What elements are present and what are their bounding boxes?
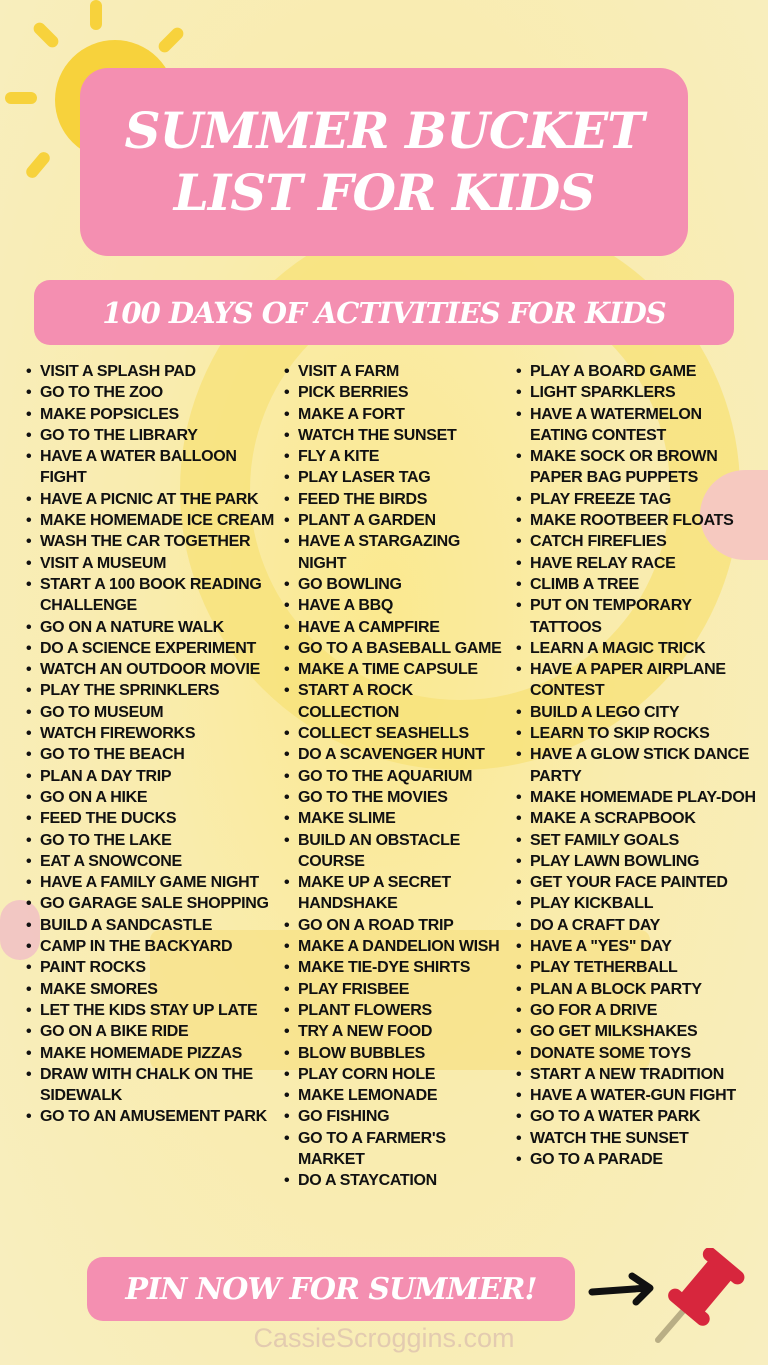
list-item: • START A 100 BOOK READING CHALLENGE (26, 574, 276, 617)
arrow-right-icon (588, 1268, 658, 1308)
sun-ray (156, 25, 186, 55)
list-item: • PLAY THE SPRINKLERS (26, 680, 276, 701)
list-item: • MAKE POPSICLES (26, 404, 276, 425)
list-item: • FEED THE DUCKS (26, 808, 276, 829)
list-item: • DO A CRAFT DAY (516, 915, 756, 936)
sun-ray (31, 20, 61, 50)
list-item: • PLANT FLOWERS (284, 1000, 506, 1021)
list-item: • GO GET MILKSHAKES (516, 1021, 756, 1042)
list-item: • MAKE HOMEMADE PIZZAS (26, 1043, 276, 1064)
list-item: • MAKE SMORES (26, 979, 276, 1000)
list-item: • WATCH FIREWORKS (26, 723, 276, 744)
list-item: • FEED THE BIRDS (284, 489, 506, 510)
list-item: • COLLECT SEASHELLS (284, 723, 506, 744)
list-item: • DRAW WITH CHALK ON THE SIDEWALK (26, 1064, 276, 1107)
activity-list-column-2 (284, 361, 506, 1192)
list-item: • HAVE A PAPER AIRPLANE CONTEST (516, 659, 756, 702)
list-item: • EAT A SNOWCONE (26, 851, 276, 872)
list-item: • LET THE KIDS STAY UP LATE (26, 1000, 276, 1021)
list-item: • MAKE LEMONADE (284, 1085, 506, 1106)
list-item: • GO BOWLING (284, 574, 506, 595)
title-banner (80, 68, 688, 256)
list-item: • MAKE TIE-DYE SHIRTS (284, 957, 506, 978)
list-item: • LEARN TO SKIP ROCKS (516, 723, 756, 744)
list-item: • GO ON A BIKE RIDE (26, 1021, 276, 1042)
list-item: • VISIT A FARM (284, 361, 506, 382)
list-item: • HAVE A CAMPFIRE (284, 617, 506, 638)
list-item: • HAVE RELAY RACE (516, 553, 756, 574)
list-item: • GO TO MUSEUM (26, 702, 276, 723)
list-item: • GO ON A NATURE WALK (26, 617, 276, 638)
list-item: • HAVE A WATERMELON EATING CONTEST (516, 404, 756, 447)
sun-ray (24, 150, 52, 181)
subtitle: 100 DAYS OF ACTIVITIES FOR KIDS (102, 295, 666, 330)
sun-ray (90, 0, 102, 30)
list-item: • MAKE A SCRAPBOOK (516, 808, 756, 829)
title-line-1: SUMMER BUCKET (124, 101, 644, 160)
list-item: • GO FISHING (284, 1106, 506, 1127)
activity-list-column-3 (516, 361, 756, 1170)
list-item: • GO TO THE ZOO (26, 382, 276, 403)
list-item: • GO TO A BASEBALL GAME (284, 638, 506, 659)
list-item: • HAVE A PICNIC AT THE PARK (26, 489, 276, 510)
list-item: • GET YOUR FACE PAINTED (516, 872, 756, 893)
list-item: • CATCH FIREFLIES (516, 531, 756, 552)
list-item: • DO A STAYCATION (284, 1170, 506, 1191)
list-item: • HAVE A WATER BALLOON FIGHT (26, 446, 276, 489)
list-item: • WASH THE CAR TOGETHER (26, 531, 276, 552)
list-item: • WATCH AN OUTDOOR MOVIE (26, 659, 276, 680)
list-item: • BUILD A SANDCASTLE (26, 915, 276, 936)
list-item: • GO TO A WATER PARK (516, 1106, 756, 1127)
list-item: • TRY A NEW FOOD (284, 1021, 506, 1042)
list-item: • DONATE SOME TOYS (516, 1043, 756, 1064)
list-item: • PLAY FRISBEE (284, 979, 506, 1000)
subtitle-banner (34, 280, 734, 345)
list-item: • GO GARAGE SALE SHOPPING (26, 893, 276, 914)
list-item: • CLIMB A TREE (516, 574, 756, 595)
list-item: • GO FOR A DRIVE (516, 1000, 756, 1021)
list-item: • PLANT A GARDEN (284, 510, 506, 531)
list-item: • FLY A KITE (284, 446, 506, 467)
list-item: • HAVE A FAMILY GAME NIGHT (26, 872, 276, 893)
list-item: • MAKE A DANDELION WISH (284, 936, 506, 957)
list-item: • VISIT A MUSEUM (26, 553, 276, 574)
list-item: • CAMP IN THE BACKYARD (26, 936, 276, 957)
list-item: • SET FAMILY GOALS (516, 830, 756, 851)
list-item: • WATCH THE SUNSET (284, 425, 506, 446)
list-item: • PLAN A BLOCK PARTY (516, 979, 756, 1000)
list-item: • MAKE ROOTBEER FLOATS (516, 510, 756, 531)
list-item: • BLOW BUBBLES (284, 1043, 506, 1064)
list-item: • PLAY A BOARD GAME (516, 361, 756, 382)
list-item: • PUT ON TEMPORARY TATTOOS (516, 595, 756, 638)
pin-now-button[interactable] (87, 1257, 575, 1321)
list-item: • MAKE HOMEMADE PLAY-DOH (516, 787, 756, 808)
list-item: • HAVE A STARGAZING NIGHT (284, 531, 506, 574)
list-item: • BUILD AN OBSTACLE COURSE (284, 830, 506, 873)
list-item: • PICK BERRIES (284, 382, 506, 403)
list-item: • PLAY LASER TAG (284, 467, 506, 488)
list-item: • GO TO AN AMUSEMENT PARK (26, 1106, 276, 1127)
list-item: • GO ON A ROAD TRIP (284, 915, 506, 936)
list-item: • GO TO THE AQUARIUM (284, 766, 506, 787)
list-item: • WATCH THE SUNSET (516, 1128, 756, 1149)
list-item: • PAINT ROCKS (26, 957, 276, 978)
list-item: • MAKE SOCK OR BROWN PAPER BAG PUPPETS (516, 446, 756, 489)
list-item: • DO A SCIENCE EXPERIMENT (26, 638, 276, 659)
list-item: • START A ROCK COLLECTION (284, 680, 506, 723)
pin-now-label: PIN NOW FOR SUMMER! (125, 1271, 537, 1307)
sun-ray (5, 92, 37, 104)
list-item: • PLAY TETHERBALL (516, 957, 756, 978)
list-item: • LIGHT SPARKLERS (516, 382, 756, 403)
activity-list-column-1 (26, 361, 276, 1128)
list-item: • GO TO THE LIBRARY (26, 425, 276, 446)
list-item: • HAVE A WATER-GUN FIGHT (516, 1085, 756, 1106)
list-item: • GO TO THE MOVIES (284, 787, 506, 808)
list-item: • GO TO THE LAKE (26, 830, 276, 851)
list-item: • GO TO A FARMER'S MARKET (284, 1128, 506, 1171)
list-item: • START A NEW TRADITION (516, 1064, 756, 1085)
list-item: • PLAY KICKBALL (516, 893, 756, 914)
list-item: • MAKE UP A SECRET HANDSHAKE (284, 872, 506, 915)
list-item: • MAKE A TIME CAPSULE (284, 659, 506, 680)
list-item: • GO TO A PARADE (516, 1149, 756, 1170)
list-item: • DO A SCAVENGER HUNT (284, 744, 506, 765)
list-item: • PLAY FREEZE TAG (516, 489, 756, 510)
list-item: • GO TO THE BEACH (26, 744, 276, 765)
list-item: • GO ON A HIKE (26, 787, 276, 808)
list-item: • VISIT A SPLASH PAD (26, 361, 276, 382)
list-item: • HAVE A BBQ (284, 595, 506, 616)
list-item: • PLAY LAWN BOWLING (516, 851, 756, 872)
title-line-2: LIST FOR KIDS (173, 163, 595, 222)
list-item: • HAVE A GLOW STICK DANCE PARTY (516, 744, 756, 787)
list-item: • HAVE A "YES" DAY (516, 936, 756, 957)
list-item: • PLAN A DAY TRIP (26, 766, 276, 787)
list-item: • MAKE A FORT (284, 404, 506, 425)
list-item: • MAKE HOMEMADE ICE CREAM (26, 510, 276, 531)
list-item: • PLAY CORN HOLE (284, 1064, 506, 1085)
list-item: • BUILD A LEGO CITY (516, 702, 756, 723)
website-url[interactable]: CassieScroggins.com (253, 1323, 515, 1353)
list-item: • MAKE SLIME (284, 808, 506, 829)
list-item: • LEARN A MAGIC TRICK (516, 638, 756, 659)
